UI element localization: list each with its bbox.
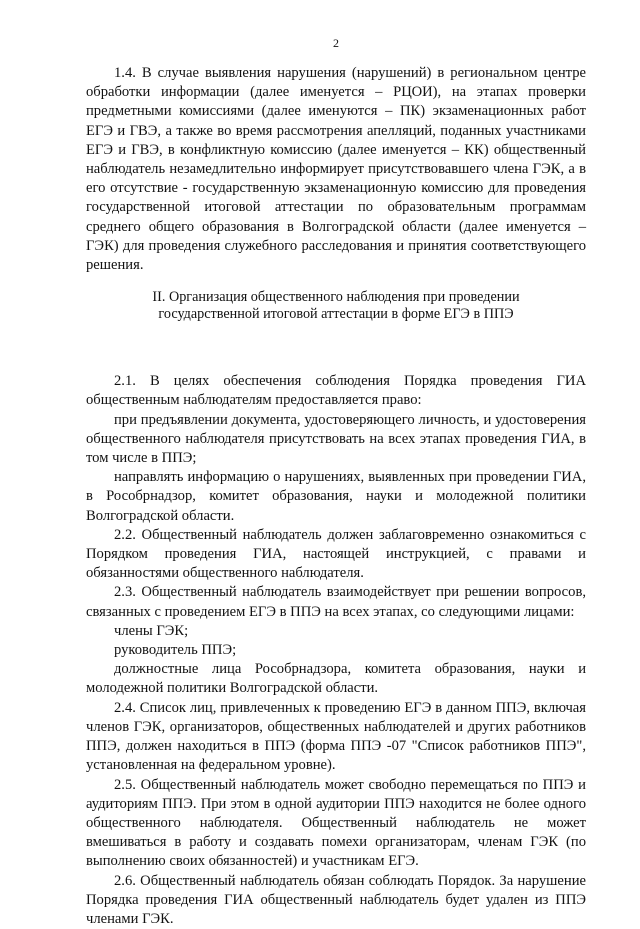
paragraph-2-4: 2.4. Список лиц, привлеченных к проведению ЕГЭ в данном ППЭ, включая членов ГЭК, организаторов, общественных наблюдателей и других работников ППЭ, должен находиться в ППЭ (форма ППЭ -07 "Список работников ППЭ", установленная на федеральном уровне).: [86, 699, 586, 774]
paragraph-2-6: 2.6. Общественный наблюдатель обязан соблюдать Порядок. За нарушение Порядка проведения ГИА общественный наблюдатель будет удален из ППЭ членами ГЭК.: [86, 872, 586, 927]
section-2-heading-line-1: II. Организация общественного наблюдения при проведении: [152, 289, 520, 306]
paragraph-2-3-item-a: члены ГЭК;: [114, 622, 189, 639]
paragraph-1-4: 1.4. В случае выявления нарушения (нарушений) в региональном центре обработки информации (далее именуется – РЦОИ), на этапах проверки предметными комиссиями (далее именуются – ПК) экзаменационных работ ЕГЭ и ГВЭ, а также во время рассмотрения апелляций, поданных участниками ЕГЭ и ГВЭ, в конфликтную комиссию (далее именуется – КК) общественный наблюдатель незамедлительно информирует присутствовавшего члена ГЭК, а в его отсутствие - государственную экзаменационную комиссию для проведения государственной итоговой аттестации по образовательным программам среднего общего образования в Волгоградской области (далее именуется – ГЭК) для проведения служебного расследования и принятия соответствующего решения.: [86, 65, 586, 274]
paragraph-2-1-item-a: при предъявлении документа, удостоверяющего личность, и удостоверения общественного наблюдателя присутствовать на всех этапах проведения ГИА, в том числе в ППЭ;: [86, 411, 586, 467]
paragraph-2-1: 2.1. В целях обеспечения соблюдения Порядка проведения ГИА общественным наблюдателям предоставляется право:: [86, 373, 586, 409]
paragraph-2-5: 2.5. Общественный наблюдатель может свободно перемещаться по ППЭ и аудиториям ППЭ. При этом в одной аудитории ППЭ находится не более одного общественного наблюдателя. Общественный наблюдатель не может вмешиваться в работу и создавать помехи организаторам, членам ГЭК (по выполнению своих обязанностей) и участникам ЕГЭ.: [86, 776, 586, 870]
page-number: 2: [333, 36, 339, 50]
section-2-heading-line-2: государственной итоговой аттестации в форме ЕГЭ в ППЭ: [158, 305, 514, 322]
paragraph-2-3: 2.3. Общественный наблюдатель взаимодействует при решении вопросов, связанных с проведением ЕГЭ в ППЭ на всех этапах, со следующими лицами:: [86, 584, 586, 620]
paragraph-2-2: 2.2. Общественный наблюдатель должен заблаговременно ознакомиться с Порядком проведения ГИА, настоящей инструкцией, с правами и обязанностями общественного наблюдателя.: [86, 526, 586, 582]
paragraph-2-1-item-b: направлять информацию о нарушениях, выявленных при проведении ГИА, в Рособрнадзор, комитет образования, науки и молодежной политики Волгоградской области.: [86, 469, 586, 524]
paragraph-2-3-item-c: должностные лица Рособрнадзора, комитета образования, науки и молодежной политики Волгоградской области.: [86, 661, 586, 697]
section-2-heading: [106, 289, 566, 322]
paragraph-2-3-item-b: руководитель ППЭ;: [114, 642, 237, 659]
